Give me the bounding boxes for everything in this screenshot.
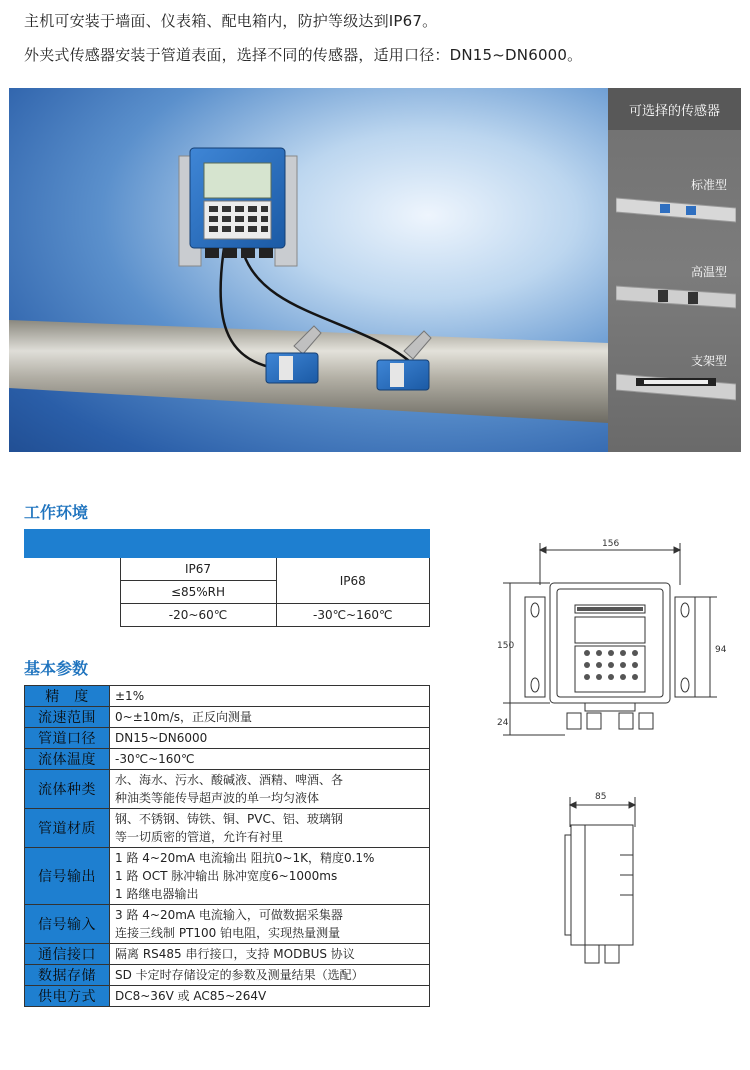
sensor-high-temp-image (616, 280, 736, 316)
sensor-bracket-image (616, 370, 736, 406)
environment-table (24, 529, 430, 627)
intro-line-1: 主机可安装于墙面、仪表箱、配电箱内，防护等级达到IP67。 (24, 12, 438, 30)
env-protection-host: IP67 (120, 558, 276, 581)
sensor-options-panel (608, 88, 741, 452)
sensor-standard-image (616, 192, 736, 228)
intro-line-2: 外夹式传感器安装于管道表面，选择不同的传感器，适用口径：DN15~DN6000。 (24, 46, 583, 64)
env-temp-sensor: -30℃~160℃ (276, 604, 430, 627)
param-row: 数据存储 SD 卡定时存储设定的参数及测量结果（选配） (25, 965, 430, 986)
dim-depth: 85 (595, 792, 607, 802)
params-table (24, 685, 430, 1007)
env-temp-host: -20~60℃ (120, 604, 276, 627)
dim-hole-spacing: 94 (715, 645, 727, 655)
hero-photo (9, 88, 608, 452)
param-row: 流体温度 -30℃~160℃ (25, 749, 430, 770)
environment-title: 工作环境 (24, 503, 89, 522)
param-row: 管道材质 钢、不锈钢、铸铁、铜、PVC、铝、玻璃钢 等一切质密的管道，允许有衬里 (25, 809, 430, 848)
environment-header-bar (25, 530, 430, 558)
param-row: 供电方式 DC8~36V 或 AC85~264V (25, 986, 430, 1007)
sensor-options-title: 可选择的传感器 (608, 88, 741, 130)
hero-banner (9, 88, 741, 452)
dim-height: 150 (497, 641, 515, 651)
sensor-bracket-label: 支架型 (690, 354, 727, 368)
sensor-standard-label: 标准型 (690, 178, 727, 192)
param-row: 管道口径 DN15~DN6000 (25, 728, 430, 749)
dimension-drawing (495, 535, 735, 1035)
param-row: 流体种类 水、海水、污水、酸碱液、酒精、啤酒、各 种油类等能传导超声波的单一均匀液体 (25, 770, 430, 809)
flowmeter-illustration (9, 88, 608, 452)
param-row: 精 度 ±1% (25, 686, 430, 707)
sensor-high-temp-label: 高温型 (690, 265, 727, 279)
env-humidity: ≤85%RH (120, 581, 276, 604)
param-row: 信号输出 1 路 4~20mA 电流输出 阻抗0~1K，精度0.1% 1 路 OCT 脉冲输出 脉冲宽度6~1000ms 1 路继电器输出 (25, 848, 430, 905)
params-title: 基本参数 (24, 659, 89, 678)
param-row: 信号输入 3 路 4~20mA 电流输入，可做数据采集器 连接三线制 PT100 铂电阻，实现热量测量 (25, 905, 430, 944)
param-row: 通信接口 隔离 RS485 串行接口，支持 MODBUS 协议 (25, 944, 430, 965)
dim-width: 156 (602, 539, 620, 549)
dim-bottom: 24 (497, 718, 509, 728)
param-row: 流速范围 0~±10m/s，正反向测量 (25, 707, 430, 728)
env-protection-sensor: IP68 (276, 558, 430, 604)
